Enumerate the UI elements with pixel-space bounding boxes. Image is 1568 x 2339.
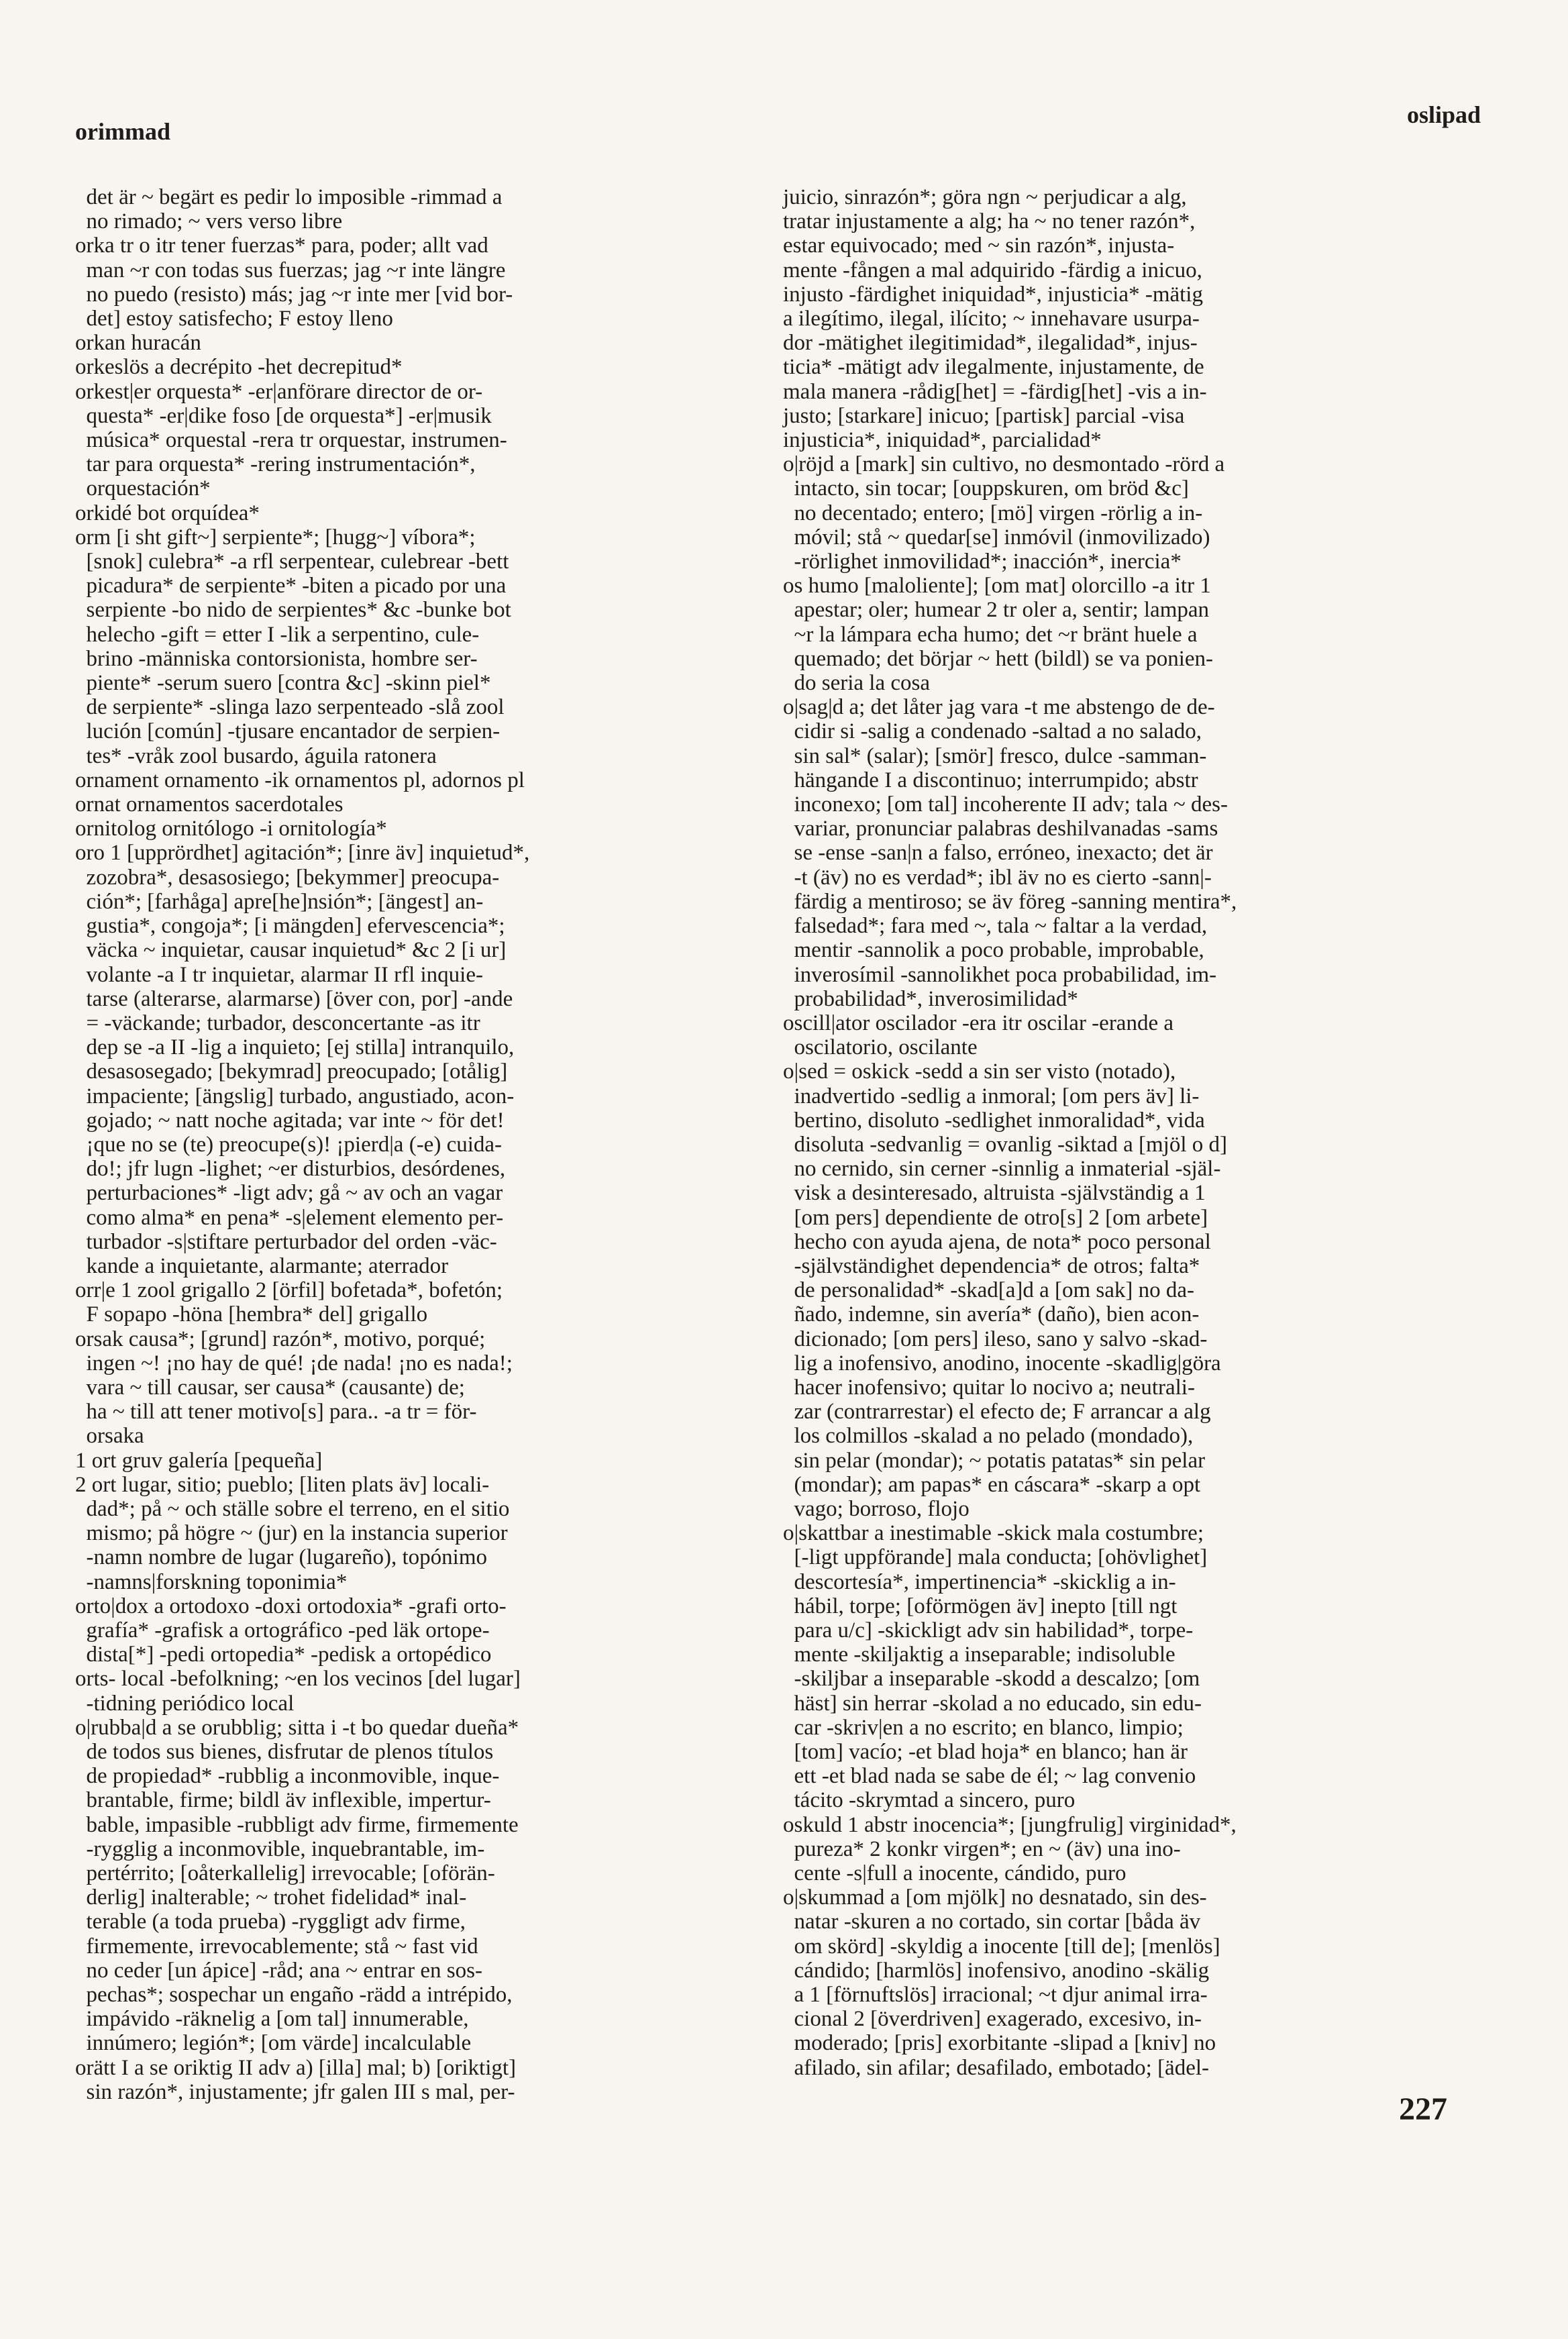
entry-line: -t (äv) no es verdad*; ibl äv no es cierto -sann|- [783,865,1212,890]
entry-line: car -skriv|en a no escrito; en blanco, limpio; [783,1715,1184,1740]
entry-line: -rörlighet inmovilidad*; inacción*, inercia* [783,550,1182,574]
entry-line: tácito -skrymtad a sincero, puro [783,1788,1076,1813]
entry-line: orto|dox a ortodoxo -doxi ortodoxia* -grafi orto- [75,1594,507,1618]
entry-line: no rimado; ~ vers verso libre [75,209,343,234]
entry-line: hecho con ayuda ajena, de nota* poco personal [783,1229,1211,1254]
entry-line: variar, pronunciar palabras deshilvanadas -sams [783,817,1218,841]
entry-line: a 1 [förnuftslös] irracional; ~t djur animal irra- [783,1983,1208,2008]
entry-line: no ceder [un ápice] -råd; ana ~ entrar en sos- [75,1958,482,1983]
entry-line: gustia*, congoja*; [i mängden] efervescencia*; [75,914,505,939]
entry-line: oskuld 1 abstr inocencia*; [jungfrulig] virginidad*, [783,1812,1237,1837]
entry-line: o|röjd a [mark] sin cultivo, no desmontado -rörd a [783,452,1225,477]
entry-line: -tidning periódico local [75,1691,295,1716]
entry-line: disoluta -sedvanlig = ovanlig -siktad a [mjöl o d] [783,1132,1227,1157]
entry-line: los colmillos -skalad a no pelado (mondado), [783,1424,1194,1449]
entry-line: orkeslös a decrépito -het decrepitud* [75,355,403,380]
entry-line: do seria la cosa [783,671,930,696]
entry-line: injusto -färdighet iniquidad*, injusticia* -mätig [783,282,1203,307]
entry-line: visk a desinteresado, altruista -självständig a 1 [783,1181,1206,1206]
entry-line: -rygglig a inconmovible, inquebrantable, im- [75,1836,485,1861]
entry-line: cente -s|full a inocente, cándido, puro [783,1861,1127,1886]
entry-line: orkest|er orquesta* -er|anförare director de or- [75,379,483,404]
entry-line: ción*; [farhåga] apre[he]nsión*; [ängest] an- [75,889,484,914]
entry-line: dista[*] -pedi ortopedia* -pedisk a ortopédico [75,1643,492,1667]
entry-line: [om pers] dependiente de otro[s] 2 [om arbete] [783,1205,1208,1230]
entry-line: hängande I a discontinuo; interrumpido; abstr [783,768,1198,792]
entry-line: tes* -vråk zool busardo, águila ratonera [75,743,437,768]
entry-line: estar equivocado; med ~ sin razón*, injusta- [783,233,1175,258]
right-column [783,185,1454,2080]
entry-line: orkidé bot orquídea* [75,501,260,525]
entry-line: para u/c] -skickligt adv sin habilidad*, torpe- [783,1618,1194,1643]
entry-line: oro 1 [upprördhet] agitación*; [inre äv] inquietud*, [75,841,530,866]
entry-line: [-ligt uppförande] mala conducta; [ohövlighet] [783,1545,1208,1570]
entry-line: o|sag|d a; det låter jag vara -t me abstengo de de- [783,695,1215,720]
entry-line: tarse (alterarse, alarmarse) [över con, por] -ande [75,986,513,1011]
entry-line: 2 ort lugar, sitio; pueblo; [liten plats äv] locali- [75,1472,490,1497]
entry-line: ticia* -mätigt adv ilegalmente, injustamente, de [783,355,1204,380]
entry-line: se -ense -san|n a falso, erróneo, inexacto; det är [783,841,1213,866]
entry-line: de todos sus bienes, disfrutar de plenos títulos [75,1740,494,1764]
entry-line: música* orquestal -rera tr orquestar, instrumen- [75,428,507,453]
entry-line: det är ~ begärt es pedir lo imposible -rimmad a [75,185,503,209]
entry-line: probabilidad*, inverosimilidad* [783,986,1078,1011]
entry-line: natar -skuren a no cortado, sin cortar [båda äv [783,1910,1201,1934]
entry-line: dicionado; [om pers] ileso, sano y salvo -skad- [783,1327,1208,1351]
entry-line: väcka ~ inquietar, causar inquietud* &c 2 [i ur] [75,938,507,963]
entry-line: os humo [maloliente]; [om mat] olorcillo -a itr 1 [783,574,1211,599]
entry-line: vago; borroso, flojo [783,1496,970,1521]
entry-line: ingen ~! ¡no hay de qué! ¡de nada! ¡no es nada!; [75,1351,513,1375]
entry-line: orr|e 1 zool grigallo 2 [örfil] bofetada*, bofetón; [75,1278,503,1303]
entry-line: ñado, indemne, sin avería* (daño), bien acon- [783,1302,1200,1327]
entry-line: orkan huracán [75,331,201,356]
entry-line: o|rubba|d a se orubblig; sitta i -t bo quedar dueña* [75,1715,519,1740]
guide-word-right: oslipad [1406,101,1481,128]
entry-line: brino -människa contorsionista, hombre ser- [75,646,478,671]
entry-line: de serpiente* -slinga lazo serpenteado -slå zool [75,695,505,720]
entry-line: mismo; på högre ~ (jur) en la instancia superior [75,1521,508,1546]
entry-line: mente -skiljaktig a inseparable; indisoluble [783,1643,1175,1667]
entry-line: orätt I a se oriktig II adv a) [illa] mal; b) [oriktigt] [75,2055,517,2080]
entry-line: [tom] vacío; -et blad hoja* en blanco; han är [783,1740,1188,1764]
entry-line: man ~r con todas sus fuerzas; jag ~r inte längre [75,258,506,282]
entry-line: de propiedad* -rubblig a inconmovible, inque- [75,1764,500,1789]
entry-line: o|skummad a [om mjölk] no desnatado, sin des- [783,1885,1207,1910]
entry-line: dor -mätighet ilegitimidad*, ilegalidad*, injus- [783,331,1198,356]
entry-line: pechas*; sospechar un engaño -rädd a intrépido, [75,1983,513,2008]
entry-line: quemado; det börjar ~ hett (bildl) se va ponien- [783,646,1214,671]
entry-line: orm [i sht gift~] serpiente*; [hugg~] víbora*; [75,525,476,550]
entry-line: zozobra*, desasosiego; [bekymmer] preocupa- [75,865,500,890]
entry-line: mente -fången a mal adquirido -färdig a inicuo, [783,258,1202,282]
entry-line: grafía* -grafisk a ortográfico -ped läk ortope- [75,1618,490,1643]
entry-line: desasosegado; [bekymrad] preocupado; [otålig] [75,1059,508,1084]
entry-line: inconexo; [om tal] incoherente II adv; tala ~ des- [783,792,1228,817]
entry-line: om skörd] -skyldig a inocente [till de]; [menlös] [783,1934,1220,1959]
entry-line: kande a inquietante, alarmante; aterrador [75,1253,449,1278]
entry-line: a ilegítimo, ilegal, ilícito; ~ innehavare usurpa- [783,307,1200,331]
entry-line: falsedad*; fara med ~, tala ~ faltar a la verdad, [783,914,1208,939]
entry-line: häst] sin herrar -skolad a no educado, sin edu- [783,1691,1202,1716]
entry-line: móvil; stå ~ quedar[se] inmóvil (inmovilizado) [783,525,1210,550]
entry-line: moderado; [pris] exorbitante -slipad a [kniv] no [783,2031,1216,2056]
entry-line: volante -a I tr inquietar, alarmar II rfl inquie- [75,962,483,987]
page-number: 227 [1399,2091,1447,2127]
entry-line: injusticia*, iniquidad*, parcialidad* [783,428,1102,453]
entry-line: bable, impasible -rubbligt adv firme, firmemente [75,1812,519,1837]
entry-line: ~r la lámpara echa humo; det ~r bränt huele a [783,622,1198,647]
entry-line: hacer inofensivo; quitar lo nocivo a; neutrali- [783,1375,1195,1400]
left-column [75,185,746,2104]
entry-line: de personalidad* -skad[a]d a [om sak] no da- [783,1278,1195,1303]
entry-line: färdig a mentiroso; se äv föreg -sanning mentira*, [783,889,1237,914]
entry-line: picadura* de serpiente* -biten a picado por una [75,574,507,599]
entry-line: derlig] inalterable; ~ trohet fidelidad* inal- [75,1885,467,1910]
entry-line: sin pelar (mondar); ~ potatis patatas* sin pelar [783,1448,1206,1473]
entry-line: como alma* en pena* -s|element elemento per- [75,1205,504,1230]
entry-line: ha ~ till att tener motivo[s] para.. -a tr = för- [75,1400,477,1424]
entry-line: no cernido, sin cerner -sinnlig a inmaterial -själ- [783,1157,1221,1182]
entry-line: 1 ort gruv galería [pequeña] [75,1448,323,1473]
entry-line: hábil, torpe; [oförmögen äv] inepto [till ngt [783,1594,1178,1618]
entry-line: cidir si -salig a condenado -saltad a no salado, [783,719,1202,744]
entry-line: oscill|ator oscilador -era itr oscilar -erande a [783,1010,1173,1035]
entry-line: afilado, sin afilar; desafilado, embotado; [ädel- [783,2055,1210,2080]
entry-line: -namn nombre de lugar (lugareño), topónimo [75,1545,487,1570]
entry-line: no puedo (resisto) más; jag ~r inte mer [vid bor- [75,282,513,307]
entry-line: vara ~ till causar, ser causa* (causante) de; [75,1375,465,1400]
entry-line: questa* -er|dike foso [de orquesta*] -er|musik [75,403,492,428]
entry-line: orquestación* [75,476,211,501]
entry-line: apestar; oler; humear 2 tr oler a, sentir; lampan [783,598,1210,623]
entry-line: dep se -a II -lig a inquieto; [ej stilla] intranquilo, [75,1035,515,1060]
entry-line: juicio, sinrazón*; göra ngn ~ perjudicar a alg, [783,185,1187,209]
entry-line: orka tr o itr tener fuerzas* para, poder; allt vad [75,233,488,258]
entry-line: oscilatorio, oscilante [783,1035,978,1060]
entry-line: bertino, disoluto -sedlighet inmoralidad*, vida [783,1108,1205,1133]
entry-line: sin razón*, injustamente; jfr galen III s mal, per- [75,2079,515,2104]
entry-line: do!; jfr lugn -lighet; ~er disturbios, desórdenes, [75,1157,506,1182]
entry-line: impaciente; [ängslig] turbado, angustiado, acon- [75,1084,515,1108]
entry-line: -självständighet dependencia* de otros; falta* [783,1253,1200,1278]
entry-line: turbador -s|stiftare perturbador del orden -väc- [75,1229,497,1254]
entry-line: terable (a toda prueba) -ryggligt adv firme, [75,1910,466,1934]
entry-line: justo; [starkare] inicuo; [partisk] parcial -visa [783,403,1185,428]
entry-line: orsak causa*; [grund] razón*, motivo, porqué; [75,1327,486,1351]
entry-line: ornat ornamentos sacerdotales [75,792,344,817]
entry-line: o|sed = oskick -sedd a sin ser visto (notado), [783,1059,1176,1084]
entry-line: [snok] culebra* -a rfl serpentear, culebrear -bett [75,550,509,574]
entry-line: brantable, firme; bildl äv inflexible, impertur- [75,1788,491,1813]
entry-line: sin sal* (salar); [smör] fresco, dulce -samman- [783,743,1207,768]
entry-line: helecho -gift = etter I -lik a serpentino, cule- [75,622,480,647]
entry-line: det] estoy satisfecho; F estoy lleno [75,307,393,331]
entry-line: gojado; ~ natt noche agitada; var inte ~ för det! [75,1108,505,1133]
entry-line: serpiente -bo nido de serpientes* &c -bunke bot [75,598,511,623]
entry-line: mala manera -rådig[het] = -färdig[het] -vis a in- [783,379,1207,404]
guide-word-left: orimmad [75,118,170,145]
entry-line: (mondar); am papas* en cáscara* -skarp a opt [783,1472,1201,1497]
entry-line: tratar injustamente a alg; ha ~ no tener razón*, [783,209,1196,234]
entry-line: cándido; [harmlös] inofensivo, anodino -skälig [783,1958,1210,1983]
entry-line: tar para orquesta* -rering instrumentación*, [75,452,476,477]
entry-line: ornitolog ornitólogo -i ornitología* [75,817,387,841]
entry-line: pertérrito; [oåterkallelig] irrevocable; [oförän- [75,1861,495,1886]
entry-line: orts- local -befolkning; ~en los vecinos [del lugar] [75,1667,521,1692]
entry-line: cional 2 [överdriven] exagerado, excesivo, in- [783,2007,1202,2032]
entry-line: no decentado; entero; [mö] virgen -rörlig a in- [783,501,1203,525]
entry-line: dad*; på ~ och ställe sobre el terreno, en el sitio [75,1496,510,1521]
entry-line: intacto, sin tocar; [ouppskuren, om bröd &c] [783,476,1189,501]
entry-line: -skiljbar a inseparable -skodd a descalzo; [om [783,1667,1200,1692]
entry-line: innúmero; legión*; [om värde] incalculable [75,2031,472,2056]
entry-line: ett -et blad nada se sabe de él; ~ lag convenio [783,1764,1196,1789]
entry-line: lución [común] -tjusare encantador de serpien- [75,719,501,744]
entry-line: F sopapo -höna [hembra* del] grigallo [75,1302,428,1327]
entry-line: inverosímil -sannolikhet poca probabilidad, im- [783,962,1217,987]
entry-line: mentir -sannolik a poco probable, improbable, [783,938,1204,963]
entry-line: orsaka [75,1424,144,1449]
entry-line: descortesía*, impertinencia* -skicklig a in- [783,1569,1176,1594]
entry-line: firmemente, irrevocablemente; stå ~ fast vid [75,1934,478,1959]
entry-line: piente* -serum suero [contra &c] -skinn piel* [75,671,491,696]
entry-line: ornament ornamento -ik ornamentos pl, adornos pl [75,768,525,792]
entry-line: -namns|forskning toponimia* [75,1569,348,1594]
entry-line: o|skattbar a inestimable -skick mala costumbre; [783,1521,1204,1546]
entry-line: zar (contrarrestar) el efecto de; F arrancar a alg [783,1400,1211,1424]
entry-line: inadvertido -sedlig a inmoral; [om pers äv] li- [783,1084,1200,1108]
entry-line: impávido -räknelig a [om tal] innumerable, [75,2007,469,2032]
entry-line: ¡que no se (te) preocupe(s)! ¡pierd|a (-e) cuida- [75,1132,503,1157]
entry-line: = -väckande; turbador, desconcertante -as itr [75,1010,480,1035]
entry-line: perturbaciones* -ligt adv; gå ~ av och an vagar [75,1181,503,1206]
entry-line: pureza* 2 konkr virgen*; en ~ (äv) una ino- [783,1836,1181,1861]
entry-line: lig a inofensivo, anodino, inocente -skadlig|göra [783,1351,1221,1375]
